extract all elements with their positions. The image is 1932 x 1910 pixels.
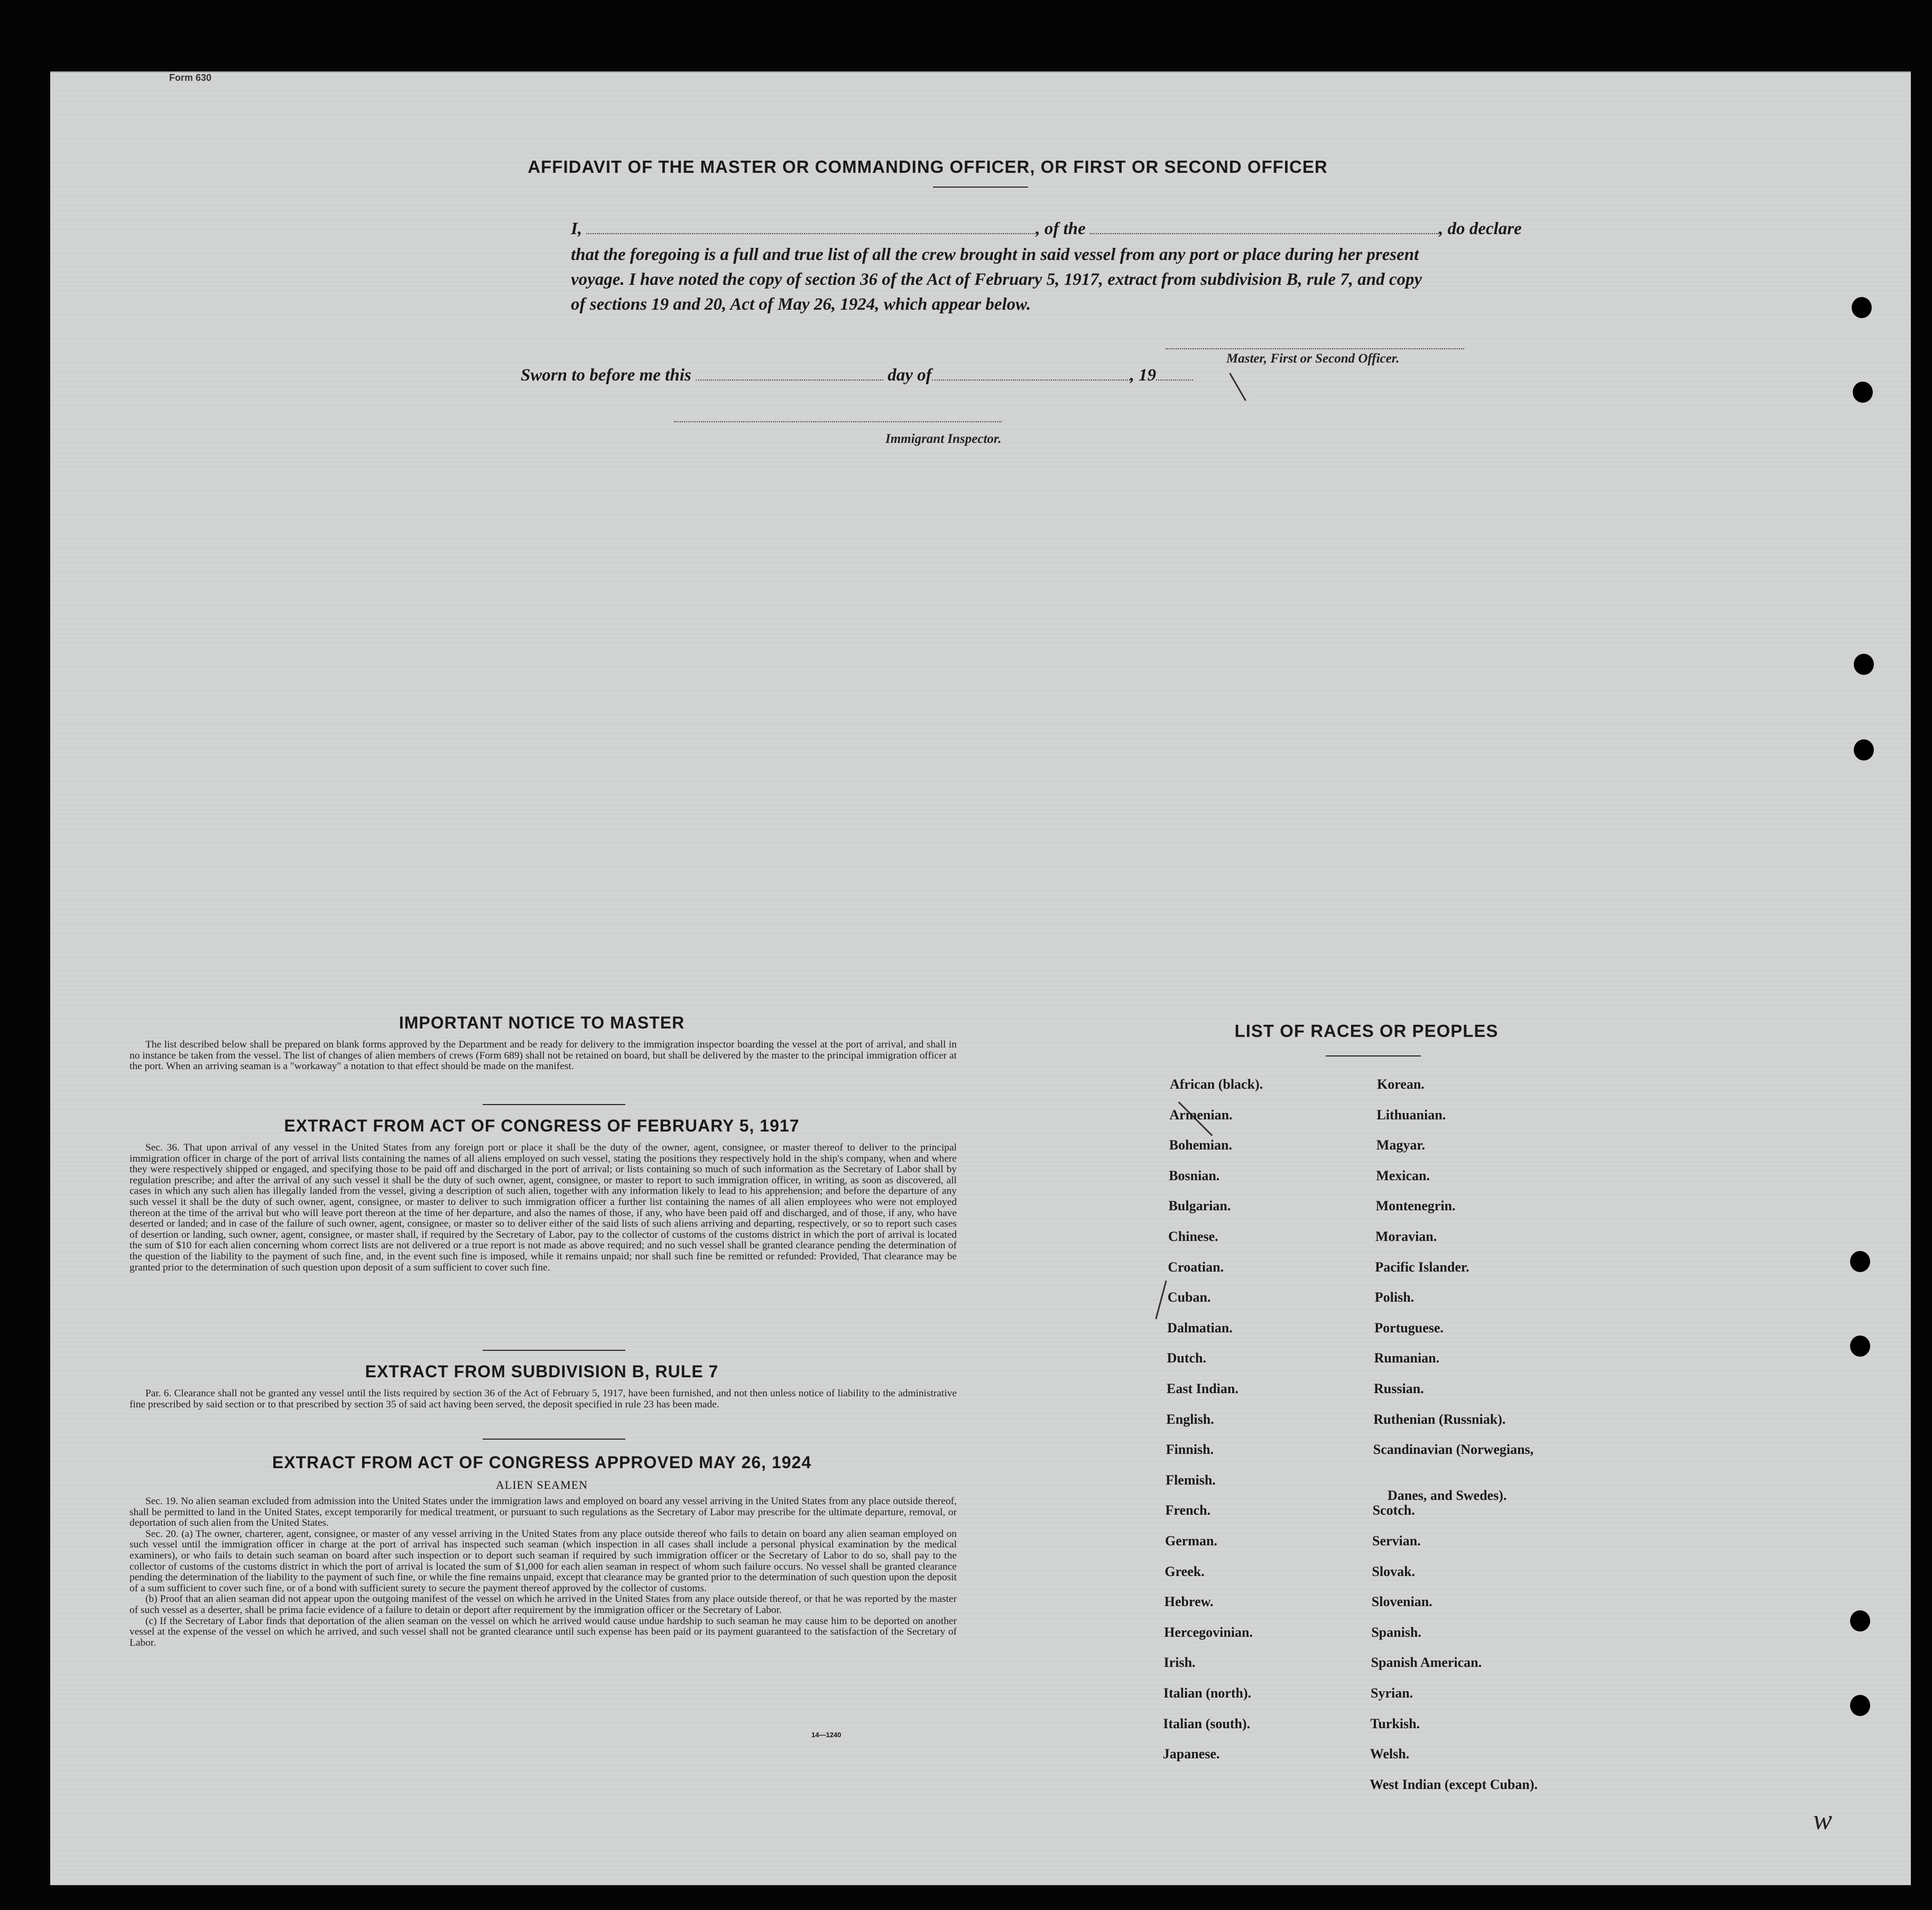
race-item: Welsh. xyxy=(1370,1746,1410,1762)
affidavit-line-3: voyage. I have noted the copy of section 36 of the Act of February 5, 1917, extract from subdivision B, rule 7, and copy xyxy=(571,270,1422,289)
form-page xyxy=(50,71,1911,1885)
pen-stroke xyxy=(1155,1281,1167,1319)
master-signature-line[interactable] xyxy=(1166,348,1464,349)
race-item: Mexican. xyxy=(1376,1167,1430,1183)
affidavit-line-1 xyxy=(571,219,1522,239)
notice-text xyxy=(130,1040,957,1072)
corner-mark: w xyxy=(1813,1804,1833,1835)
affidavit-title-rule xyxy=(933,187,1028,188)
sworn-month-blank[interactable] xyxy=(932,379,1130,381)
master-signature-label: Master, First or Second Officer. xyxy=(1226,351,1400,366)
alien-seamen-subtitle: ALIEN SEAMEN xyxy=(496,1478,588,1491)
race-item: Pacific Islander. xyxy=(1375,1259,1469,1275)
sworn-day-of: day of xyxy=(888,366,932,385)
race-item: Turkish. xyxy=(1370,1716,1420,1731)
race-item: Cuban. xyxy=(1167,1290,1211,1305)
race-item: Polish. xyxy=(1374,1290,1415,1305)
sec-20b-paragraph: (b) Proof that an alien seaman did not appear upon the outgoing manifest of the vessel on which he arrived in the United States from any place outside thereof, or that he was reported by the master of such vessel as a deserter, shall be prima facie evidence of a failure to detain or deport after requirement by the immigration officer or the Secretary of Labor. xyxy=(130,1593,957,1616)
race-item: Italian (north). xyxy=(1163,1685,1252,1701)
race-item: Portuguese. xyxy=(1374,1320,1444,1336)
extract-1924-text xyxy=(130,1496,957,1648)
race-item: Magyar. xyxy=(1376,1137,1425,1153)
race-item: Slovenian. xyxy=(1371,1594,1432,1610)
race-item: Croatian. xyxy=(1168,1259,1224,1275)
race-item: Moravian. xyxy=(1375,1229,1437,1244)
affidavit-line-4: of sections 19 and 20, Act of May 26, 1924, which appear below. xyxy=(571,295,1031,314)
sec-19-paragraph: Sec. 19. No alien seaman excluded from admission into the United States under the immigration laws and employed on board any vessel arriving in the United States from any place outside thereof, shall be permitted to land in the United States, except temporarily for medical treatment, or pursuant to such regulations as the Secretary of Labor may prescribe for the ultimate departure, removal, or deportation of such alien from the United States. xyxy=(130,1496,957,1529)
races-title: LIST OF RACES OR PEOPLES xyxy=(1234,1021,1499,1041)
sec-20c-paragraph: (c) If the Secretary of Labor finds that deportation of the alien seaman on the vessel on which he arrived would cause undue hardship to such seaman he may cause him to be deported on another vessel at the expense of the vessel on which he arrived, and such vessel shall not be granted clearance until such expense has been paid or its payment guaranteed to the satisfaction of the Secretary of Labor. xyxy=(130,1615,957,1648)
race-item: Syrian. xyxy=(1371,1685,1413,1701)
extract-1917-title: EXTRACT FROM ACT OF CONGRESS OF FEBRUARY 5, 1917 xyxy=(284,1116,800,1135)
race-item: Armenian. xyxy=(1169,1107,1233,1123)
race-item: French. xyxy=(1165,1503,1211,1518)
notice-title: IMPORTANT NOTICE TO MASTER xyxy=(399,1013,685,1032)
officer-name-blank[interactable] xyxy=(586,233,1036,234)
punch-hole xyxy=(1850,1695,1870,1716)
race-item: Scandinavian (Norwegians, xyxy=(1373,1442,1534,1458)
race-item: African (black). xyxy=(1170,1077,1263,1092)
race-item: Hercegovinian. xyxy=(1164,1624,1253,1640)
affidavit-line-2: that the foregoing is a full and true list of all the crew brought in said vessel from any port or place during her present xyxy=(571,245,1419,264)
inspector-signature-line[interactable] xyxy=(674,421,1002,422)
race-item: Korean. xyxy=(1377,1077,1425,1092)
race-item: Rumanian. xyxy=(1374,1350,1440,1366)
sworn-line xyxy=(521,366,1193,385)
race-item: Greek. xyxy=(1164,1563,1205,1579)
pen-stroke xyxy=(1229,373,1246,401)
sec-36-paragraph: Sec. 36. That upon arrival of any vessel in the United States from any foreign port or place it shall be the duty of the owner, agent, consignee, or master thereof to deliver to the principal immigration officer in charge of the port of arrival lists containing the names of all aliens employed on such vessel, stating the positions they respectively hold in the ship's company, when and where they were respectively shipped or engaged, and specifying those to be paid off and discharged in the port of arrival; or lists containing so much of such information as the Secretary of Labor shall by regulation prescribe; and after the arrival of any such vessel it shall be the duty of such owner, agent, consignee, or master to report to such immigration officer, in writing, as soon as discovered, all cases in which any such alien has illegally landed from the vessel, giving a description of such alien, together with any information likely to lead to his apprehension; and before the departure of any such vessel it shall be the duty of such owner, agent, consignee, or master to deliver to such immigration officer a further list containing the names of all alien employees who were not employed thereon at the time of the arrival but who will leave port thereon at the time of her departure, and also the names of those, if any, who have been paid off and discharged, and of those, if any, who have deserted or landed; and in case of the failure of such owner, agent, consignee, or master so to deliver either of the said lists of such aliens arriving and departing, respectively, or so to report such cases of desertion or landing, such owner, agent, consignee, or master shall, if required by the Secretary of Labor, pay to the collector of customs of the customs district in which the port of arrival is located the sum of $10 for each alien concerning whom correct lists are not delivered or a true report is not made as above required; and no such vessel shall be granted clearance pending the determination of the question of the liability to the payment of such fine, and, in the event such fine is imposed, while it remains unpaid; nor shall such fine be remitted or refunded: Provided, That clearance may be granted prior to the determination of such question upon deposit of a sum sufficient to cover such fine. xyxy=(130,1142,957,1273)
rule7-paragraph: Par. 6. Clearance shall not be granted any vessel until the lists required by section 36 of the Act of February 5, 1917, have been furnished, and not then unless notice of liability to the administrative fine prescribed by said section or to that prescribed by section 35 of said act having been served, the deposit specified in rule 23 has been made. xyxy=(130,1388,957,1410)
race-item: Slovak. xyxy=(1372,1563,1416,1579)
punch-hole xyxy=(1854,739,1874,761)
notice-rule xyxy=(483,1104,625,1105)
race-item: Italian (south). xyxy=(1163,1716,1251,1731)
race-item: Dalmatian. xyxy=(1167,1320,1233,1336)
punch-hole xyxy=(1853,382,1873,403)
punch-hole xyxy=(1852,297,1872,318)
inspector-label: Immigrant Inspector. xyxy=(885,432,1002,446)
race-item: English. xyxy=(1166,1411,1214,1427)
affidavit-i: I, xyxy=(571,219,583,238)
extract-1924-title: EXTRACT FROM ACT OF CONGRESS APPROVED MAY 26, 1924 xyxy=(272,1453,812,1472)
race-item: Montenegrin. xyxy=(1375,1198,1456,1214)
race-item: Bulgarian. xyxy=(1168,1198,1231,1214)
punch-hole xyxy=(1850,1336,1870,1357)
race-item: Ruthenian (Russniak). xyxy=(1373,1411,1506,1427)
notice-paragraph: The list described below shall be prepared on blank forms approved by the Department and be ready for delivery to the immigration inspector boarding the vessel at the port of arrival, and shall in no instance be taken from the vessel. The list of changes of alien members of crews (Form 689) shall not be retained on board, but shall be delivered by the master to the principal immigration officer at the port. When an arriving seaman is a "workaway" a notation to that effect should be made on the manifest. xyxy=(130,1039,957,1072)
race-item: Scotch. xyxy=(1372,1503,1415,1518)
vessel-name-blank[interactable] xyxy=(1090,233,1439,234)
race-item: Bosnian. xyxy=(1169,1167,1220,1183)
race-item: Dutch. xyxy=(1167,1350,1206,1366)
race-item: German. xyxy=(1165,1533,1217,1549)
races-title-rule xyxy=(1326,1055,1421,1056)
race-item: Bohemian. xyxy=(1169,1137,1232,1153)
race-item: East Indian. xyxy=(1167,1381,1238,1396)
race-item: Chinese. xyxy=(1168,1229,1218,1244)
punch-hole xyxy=(1850,1610,1870,1631)
affidavit-title: AFFIDAVIT OF THE MASTER OR COMMANDING OFFICER, OR FIRST OR SECOND OFFICER xyxy=(528,157,1328,177)
extract-1917-rule xyxy=(483,1350,625,1351)
race-item: Spanish. xyxy=(1371,1624,1421,1640)
race-item: Russian. xyxy=(1374,1381,1424,1396)
race-item: Lithuanian. xyxy=(1376,1107,1446,1123)
sworn-year-blank[interactable] xyxy=(1156,379,1193,381)
race-item: Danes, and Swedes). xyxy=(1388,1487,1507,1503)
race-item: Flemish. xyxy=(1166,1472,1216,1488)
sec-20a-paragraph: Sec. 20. (a) The owner, charterer, agent, consignee, or master of any vessel arriving in the United States from any place outside thereof who fails to detain on board any alien seaman employed on such vessel until the immigration officer in charge at the port of arrival has inspected such seaman (which inspection in all cases shall include a personal physical examination by the medical examiners), or who fails to detain such seaman on board after such inspection or to deport such seaman if required by such immigration officer or the Secretary of Labor to do so, shall pay to the collector of customs of the customs district in which the port of arrival is located the sum of $1,000 for each alien seaman in respect of whom such failure occurs. No vessel shall be granted clearance pending the determination of the liability to the payment of such fine, or while the fine remains unpaid, except that clearance may be granted prior to the determination of such question upon the deposit of a sum sufficient to cover such fine, or of a bond with sufficient surety to secure the payment thereof approved by the collector of customs. xyxy=(130,1528,957,1594)
race-item: Hebrew. xyxy=(1164,1594,1214,1610)
rule7-text xyxy=(130,1388,957,1410)
race-item: Spanish American. xyxy=(1371,1655,1482,1671)
rule7-title: EXTRACT FROM SUBDIVISION B, RULE 7 xyxy=(365,1362,719,1381)
affidavit-of-the: , of the xyxy=(1036,219,1086,238)
print-code: 14—1240 xyxy=(811,1731,842,1739)
race-item: Irish. xyxy=(1163,1655,1196,1671)
extract-1917-text xyxy=(130,1143,957,1273)
race-item: Japanese. xyxy=(1162,1746,1220,1762)
race-item: Finnish. xyxy=(1166,1442,1214,1458)
sworn-year: , 19 xyxy=(1130,366,1157,385)
rule7-rule xyxy=(483,1439,625,1440)
affidavit-do-declare: , do declare xyxy=(1439,219,1522,238)
form-number: Form 630 xyxy=(169,72,212,83)
race-item: Servian. xyxy=(1372,1533,1421,1549)
sworn-text: Sworn to before me this xyxy=(521,366,691,385)
sworn-day-blank[interactable] xyxy=(696,379,883,381)
punch-hole xyxy=(1854,654,1874,675)
punch-hole xyxy=(1850,1251,1870,1272)
race-item: West Indian (except Cuban). xyxy=(1370,1776,1538,1792)
